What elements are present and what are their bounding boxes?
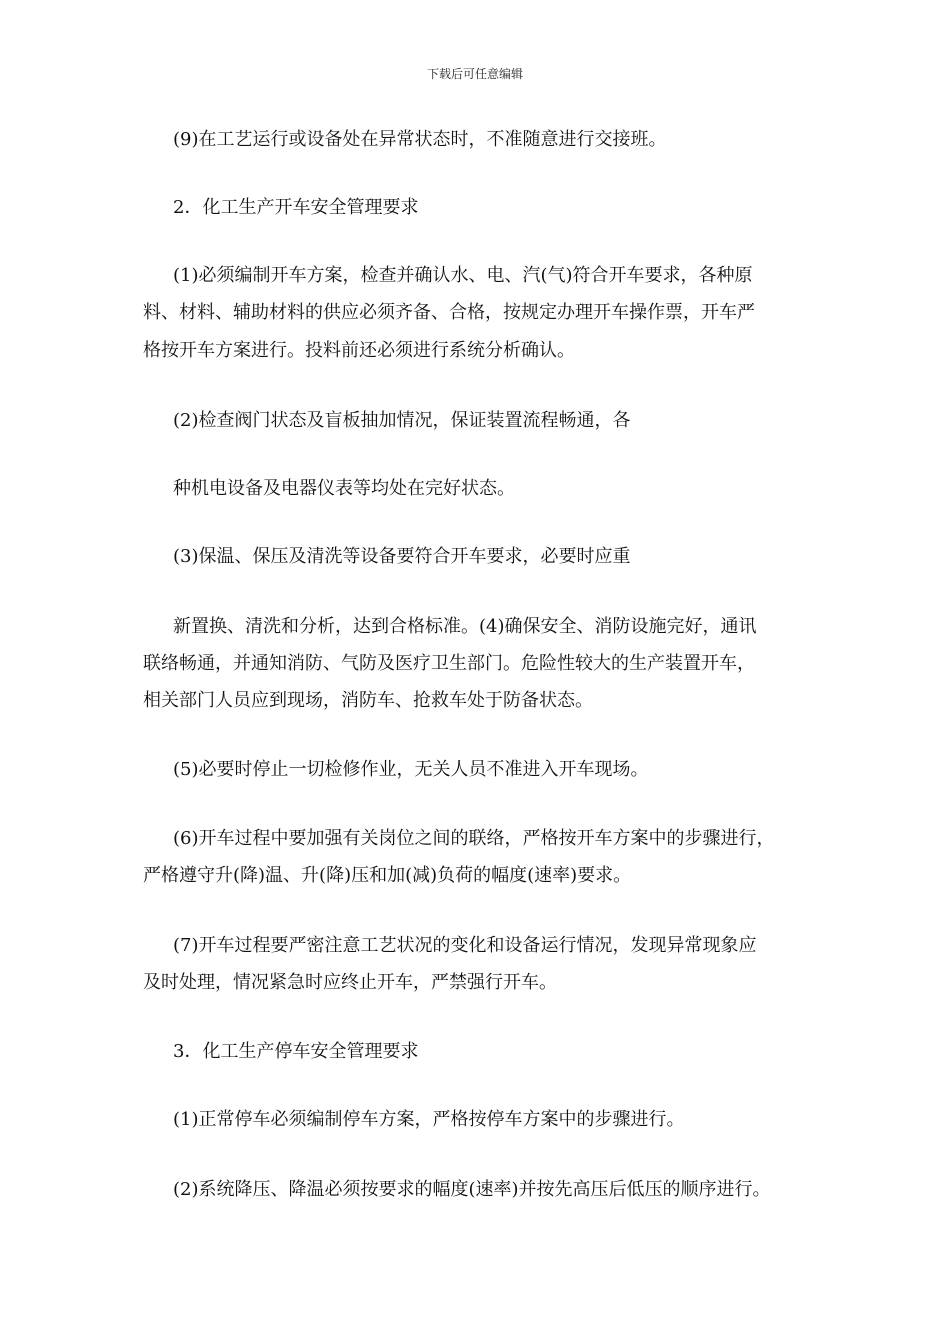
text-line: (5)必要时停止一切检修作业，无关人员不准进入开车现场。 xyxy=(173,759,649,780)
text-line: (1)正常停车必须编制停车方案，严格按停车方案中的步骤进行。 xyxy=(173,1109,685,1130)
text-line: 格按开车方案进行。投料前还必须进行系统分析确认。 xyxy=(143,340,575,361)
text-line: 种机电设备及电器仪表等均处在完好状态。 xyxy=(173,478,515,499)
text-line: (1)必须编制开车方案，检查并确认水、电、汽(气)符合开车要求，各种原 xyxy=(173,265,753,286)
section-heading: 3．化工生产停车安全管理要求 xyxy=(173,1041,419,1062)
text-line: (2)系统降压、降温必须按要求的幅度(速率)并按先高压后低压的顺序进行。 xyxy=(173,1179,771,1200)
text-line: 相关部门人员应到现场，消防车、抢救车处于防备状态。 xyxy=(143,690,593,711)
page-header: 下载后可任意编辑 xyxy=(426,67,523,81)
text-line: (9)在工艺运行或设备处在异常状态时，不准随意进行交接班。 xyxy=(173,129,667,150)
text-line: (3)保温、保压及清洗等设备要符合开车要求，必要时应重 xyxy=(173,546,631,567)
text-line: 联络畅通，并通知消防、气防及医疗卫生部门。危险性较大的生产装置开车， xyxy=(143,653,755,674)
text-line: 严格遵守升(降)温、升(降)压和加(减)负荷的幅度(速率)要求。 xyxy=(143,865,632,886)
text-line: (6)开车过程中要加强有关岗位之间的联络，严格按开车方案中的步骤进行， xyxy=(173,828,775,849)
section-heading: 2．化工生产开车安全管理要求 xyxy=(173,197,419,218)
text-line: 新置换、清洗和分析，达到合格标准。(4)确保安全、消防设施完好，通讯 xyxy=(173,616,757,637)
text-line: (7)开车过程要严密注意工艺状况的变化和设备运行情况，发现异常现象应 xyxy=(173,935,757,956)
text-line: 料、材料、辅助材料的供应必须齐备、合格，按规定办理开车操作票，开车严 xyxy=(143,302,755,323)
text-line: (2)检查阀门状态及盲板抽加情况，保证装置流程畅通，各 xyxy=(173,410,631,431)
text-line: 及时处理，情况紧急时应终止开车，严禁强行开车。 xyxy=(143,972,557,993)
